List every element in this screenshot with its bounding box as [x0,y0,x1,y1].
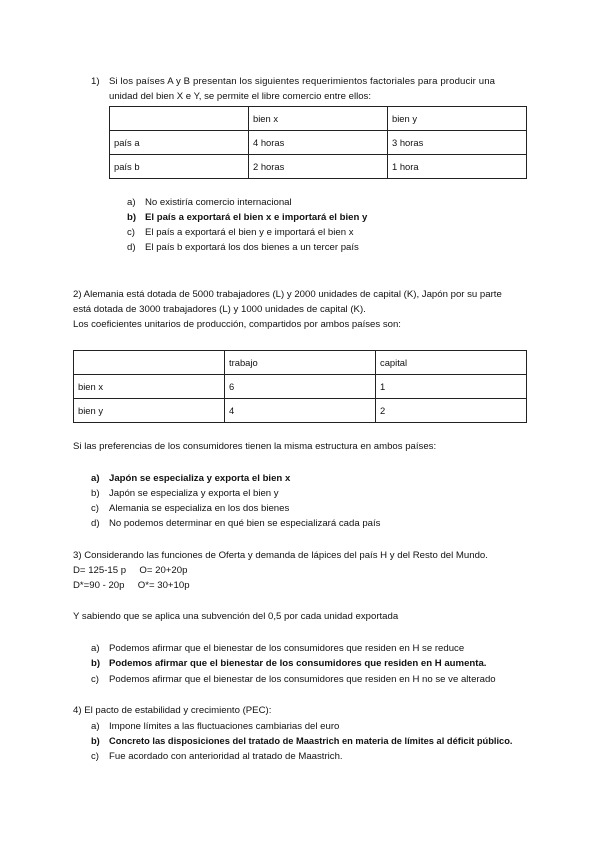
table-cell: 1 hora [388,155,527,179]
q3-line-1: 3) Considerando las funciones de Oferta y demanda de lápices del país H y del Resto del Mundo. [73,550,488,561]
table-cell: bien x [74,375,225,399]
q2-line-2: está dotada de 3000 trabajadores (L) y 1000 unidades de capital (K). [73,304,366,315]
q3-equation-1: D= 125-15 p O= 20+20p [73,565,188,576]
table-header-row [74,351,527,375]
q3-equation-2: D*=90 - 20p O*= 30+10p [73,580,190,591]
table-cell: 6 [225,375,376,399]
table-header-row [110,107,527,131]
table-cell: 4 [225,399,376,423]
q1-line-1: Si los países A y B presentan los siguientes requerimientos factoriales para producir una [109,76,496,87]
q1-line-2: unidad del bien X e Y, se permite el libre comercio entre ellos: [109,91,372,102]
q2-note: Si las preferencias de los consumidores tienen la misma estructura en ambos países: [73,441,437,452]
table-row [74,375,527,399]
q4-line-1: 4) El pacto de estabilidad y crecimiento (PEC): [73,705,272,716]
q2-line-1: 2) Alemania está dotada de 5000 trabajadores (L) y 2000 unidades de capital (K), Japón por su parte [73,289,502,300]
table-row [110,155,527,179]
table-cell: país a [110,131,249,155]
table-row [74,399,527,423]
table-cell: trabajo [225,351,376,375]
table-cell: 2 horas [249,155,388,179]
q2-line-3: Los coeficientes unitarios de producción, compartidos por ambos países son: [73,319,401,330]
q3-note: Y sabiendo que se aplica una subvención del 0,5 por cada unidad exportada [73,611,399,622]
table-cell: 3 horas [388,131,527,155]
table-cell: bien y [74,399,225,423]
q1-number: 1) [91,76,100,87]
table-cell [110,107,249,131]
table-cell [74,351,225,375]
table-cell: 1 [376,375,527,399]
q1-table [109,106,527,179]
table-cell: país b [110,155,249,179]
table-cell: bien x [249,107,388,131]
table-cell: 2 [376,399,527,423]
table-cell: bien y [388,107,527,131]
q2-table [73,350,527,423]
table-cell: capital [376,351,527,375]
table-cell: 4 horas [249,131,388,155]
table-row [110,131,527,155]
